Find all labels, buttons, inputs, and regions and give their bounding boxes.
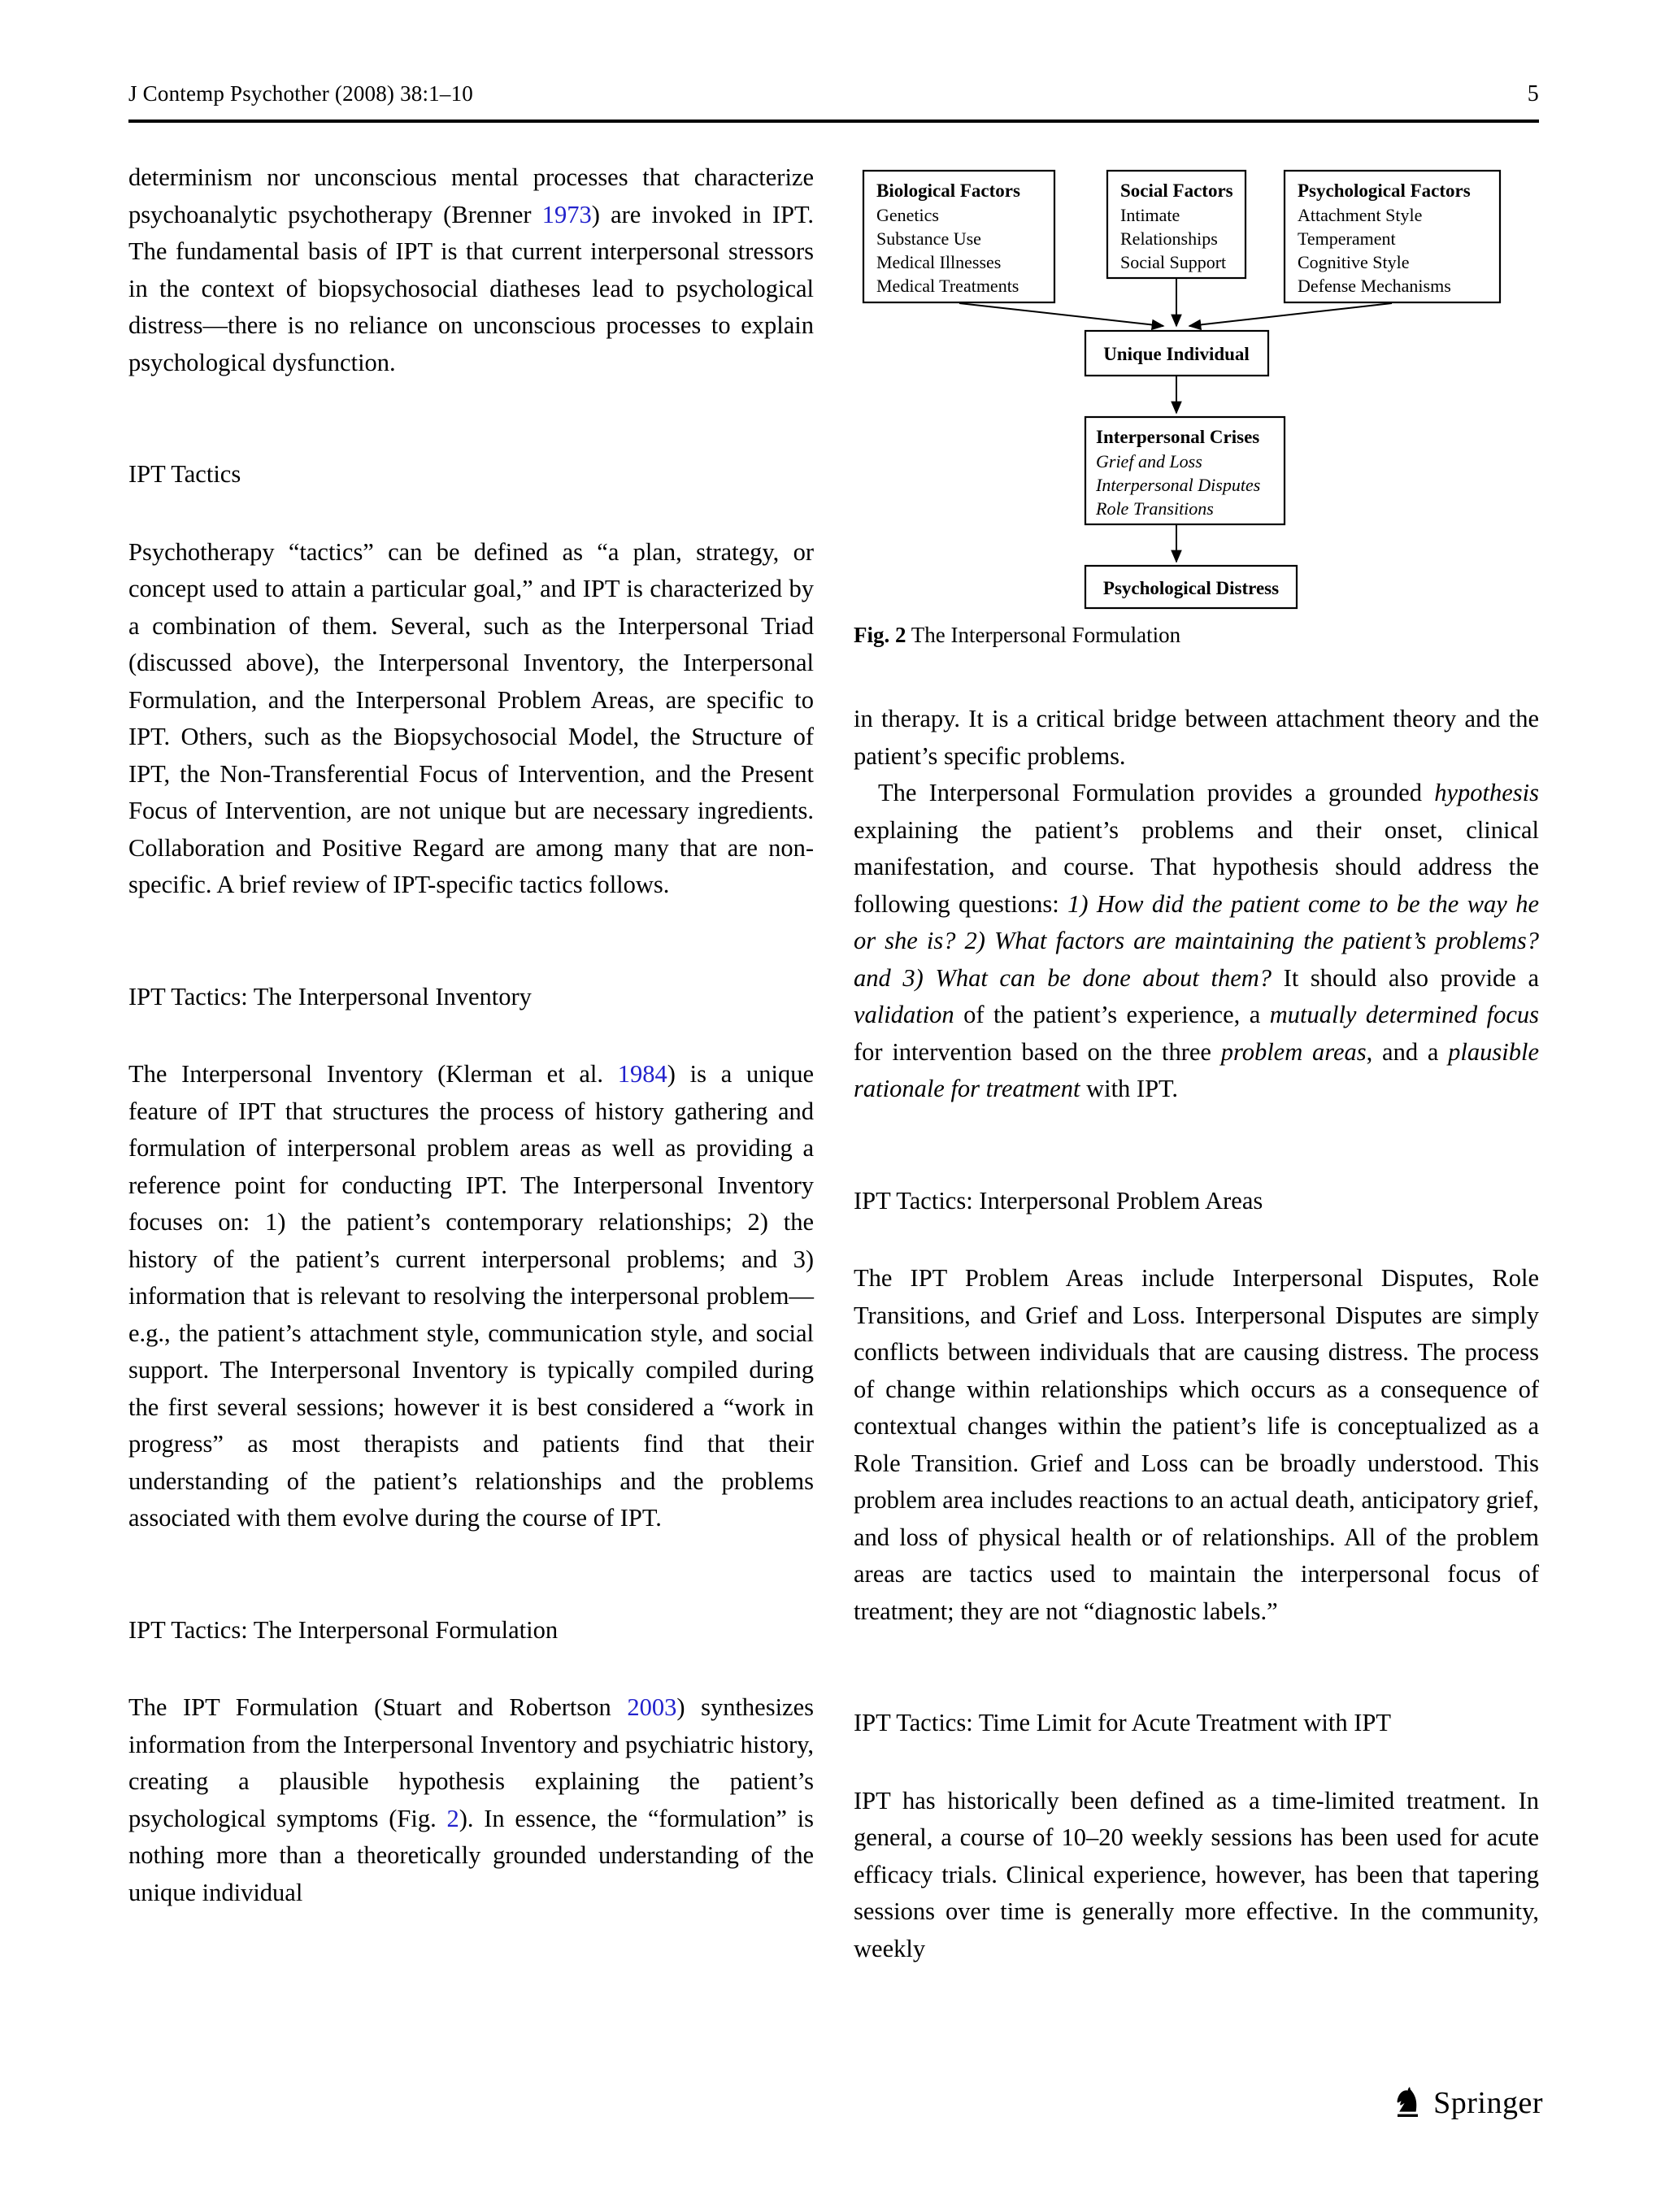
- heading-interpersonal-inventory: IPT Tactics: The Interpersonal Inventory: [128, 982, 532, 1010]
- box-unique-individual-title: Unique Individual: [1103, 344, 1250, 364]
- two-column-body: [128, 159, 1539, 1967]
- box-interpersonal-crises-item-2: Role Transitions: [1096, 498, 1214, 519]
- spacer: [854, 1742, 1539, 1783]
- box-psychological-distress-title: Psychological Distress: [1102, 578, 1280, 598]
- spacer: [854, 1219, 1539, 1260]
- arrow-biological-to-individual: [959, 303, 1163, 326]
- text-segment: of the patient’s experience, a: [954, 1001, 1270, 1028]
- spacer: [854, 1630, 1539, 1705]
- spacer: [128, 1015, 814, 1056]
- page-number: 5: [1527, 81, 1539, 106]
- emphasis-three-questions: 1) How did the patient come to be the way he or she is? 2) What factors are maintaining the patient’s problems? and 3) What can be done about them?: [854, 889, 1539, 992]
- box-psychological-factors-item-0: Attachment Style: [1298, 205, 1423, 225]
- springer-footer: [1393, 2085, 1543, 2121]
- figure-2-number: Fig. 2: [854, 623, 906, 647]
- header-rule: [128, 120, 1539, 123]
- paragraph-time-limit: IPT has historically been defined as a time-limited treatment. In general, a course of 10–20 weekly sessions has been used for acute efficacy trials. Clinical experience, however, has been that tapering sessions over time is generally more effective. In the community, weekly: [854, 1786, 1539, 1962]
- figure-2: [854, 159, 1539, 650]
- running-head: [128, 81, 1539, 107]
- arrow-psychological-to-individual: [1189, 303, 1392, 326]
- box-social-factors-item-1: Relationships: [1120, 228, 1218, 249]
- box-psychological-factors-title: Psychological Factors: [1298, 180, 1471, 201]
- text-segment: explaining the patient’s problems and their onset, clinical manifestation, and course. That hypothesis should address the following questions:: [854, 815, 1539, 918]
- text-segment: determinism nor unconscious mental processes that characterize psychoanalytic psychotherapy (Brenner: [128, 163, 814, 228]
- box-biological-factors-item-1: Substance Use: [876, 228, 981, 249]
- text-segment: The Interpersonal Inventory (Klerman et al.: [128, 1060, 618, 1088]
- text-segment: The Interpersonal Formulation provides a grounded: [878, 779, 1435, 806]
- citation-link-klerman-1984[interactable]: 1984: [617, 1060, 667, 1088]
- paragraph-formulation-hypothesis: [854, 775, 1539, 1108]
- citation-link-brenner-1973[interactable]: 1973: [541, 200, 592, 228]
- figure-link-fig2[interactable]: 2: [446, 1804, 459, 1832]
- text-segment: It should also provide a: [1272, 963, 1539, 992]
- figure-2-caption-text: The Interpersonal Formulation: [906, 623, 1181, 647]
- paragraph-interpersonal-inventory: [128, 1056, 814, 1537]
- interpersonal-formulation-flowchart: [854, 159, 1539, 615]
- right-column: [854, 159, 1539, 1967]
- emphasis-hypothesis: hypothesis: [1434, 779, 1539, 806]
- paragraph-tactics-definition: Psychotherapy “tactics” can be defined as “a plan, strategy, or concept used to attain a particular goal,” and IPT is characterized by a combination of them. Several, such as the Interpersonal Triad (discussed above), the Interpersonal Inventory, the Interpersonal Formulation, and the Interpersonal Problem Areas, are specific to IPT. Others, such as the Biopsychosocial Model, the Structure of IPT, the Non-Transferential Focus of Intervention, and the Present Focus of Intervention, are not unique but are necessary ingredients. Collaboration and Positive Regard are among many that are non-specific. A brief review of IPT-specific tactics follows.: [128, 537, 814, 898]
- text-segment: ) is a unique feature of IPT that structures the process of history gathering and formulation of interpersonal problem areas as well as providing a reference point for conducting IPT. The Interpersonal Inventory focuses on: 1) the patient’s contemporary relationships; 2) the history of the patient’s current interpersonal problems; and 3) information that is relevant to resolving the interpersonal problem—e.g., the patient’s attachment style, communication style, and social support. The Interpersonal Inventory is typically compiled during the first several sessions; however it is best considered a “work in progress” as most therapists and patients find that their understanding of the patient’s relationships and the problems associated with them evolve during the course of IPT.: [128, 1060, 814, 1532]
- box-interpersonal-crises-item-0: Grief and Loss: [1096, 451, 1202, 472]
- spacer: [854, 1108, 1539, 1183]
- paragraph-ipt-formulation: [128, 1689, 814, 1911]
- text-segment: The IPT Formulation (Stuart and Robertson: [128, 1693, 628, 1721]
- text-segment: for intervention based on the three: [854, 1037, 1221, 1066]
- box-psychological-factors-item-1: Temperament: [1298, 228, 1396, 249]
- spacer: [128, 904, 814, 979]
- text-segment: ) synthesizes information from the Interpersonal Inventory and psychiatric history, creating a plausible hypothesis explaining the patient’s psychological symptoms (Fig.: [128, 1693, 814, 1832]
- text-segment: , and a: [1366, 1037, 1449, 1066]
- heading-interpersonal-formulation: IPT Tactics: The Interpersonal Formulation: [128, 1615, 559, 1644]
- spacer: [128, 381, 814, 456]
- heading-ipt-tactics: IPT Tactics: [128, 460, 241, 488]
- spacer: [854, 650, 1539, 701]
- emphasis-mutually-determined-focus: mutually determined focus: [1269, 1001, 1539, 1028]
- springer-wordmark: Springer: [1433, 2086, 1543, 2120]
- figure-2-diagram: [854, 159, 1539, 615]
- paragraph-problem-areas: The IPT Problem Areas include Interpersonal Disputes, Role Transitions, and Grief and Loss. Interpersonal Disputes are simply conflicts between individuals that are causing distress. The process of change within relationships which occurs as a consequence of contextual changes within the patient’s life is conceptualized as a Role Transition. Grief and Loss can be broadly understood. This problem area includes reactions to an actual death, anticipatory grief, and loss of physical health or of relationships. All of the problem areas are tactics used to maintain the interpersonal focus of treatment; they are not “diagnostic labels.”: [854, 1264, 1539, 1625]
- citation-link-stuart-robertson-2003[interactable]: 2003: [627, 1693, 677, 1721]
- left-column: [128, 159, 814, 1967]
- heading-interpersonal-problem-areas: IPT Tactics: Interpersonal Problem Areas: [854, 1186, 1263, 1215]
- box-social-factors-item-2: Social Support: [1120, 252, 1227, 272]
- box-psychological-factors-item-2: Cognitive Style: [1298, 252, 1410, 272]
- box-interpersonal-crises-item-1: Interpersonal Disputes: [1096, 475, 1261, 495]
- spacer: [128, 493, 814, 534]
- heading-time-limit: IPT Tactics: Time Limit for Acute Treatment with IPT: [854, 1709, 1391, 1736]
- emphasis-problem-areas: problem areas: [1220, 1037, 1367, 1066]
- emphasis-plausible-rationale: plausible rationale for treatment: [854, 1037, 1540, 1102]
- box-interpersonal-crises-title: Interpersonal Crises: [1096, 427, 1260, 447]
- box-social-factors-item-0: Intimate: [1120, 205, 1180, 225]
- box-biological-factors-title: Biological Factors: [876, 180, 1020, 201]
- emphasis-validation: validation: [854, 1001, 954, 1028]
- box-psychological-factors-item-3: Defense Mechanisms: [1298, 276, 1451, 296]
- spacer: [128, 1537, 814, 1612]
- spacer: [128, 1649, 814, 1689]
- box-biological-factors-item-2: Medical Illnesses: [876, 252, 1002, 272]
- figure-2-caption: [854, 619, 1539, 650]
- box-biological-factors-item-0: Genetics: [876, 205, 939, 225]
- text-segment: with IPT.: [1080, 1075, 1179, 1102]
- paragraph-therapy-bridge: in therapy. It is a critical bridge between attachment theory and the patient’s specific problems.: [854, 705, 1539, 770]
- journal-reference: J Contemp Psychother (2008) 38:1–10: [128, 81, 473, 106]
- text-segment: ) are invoked in IPT. The fundamental basis of IPT is that current interpersonal stressors in the context of biopsychosocial diatheses lead to psychological distress—there is no reliance on unconscious processes to explain psychological dysfunction.: [128, 200, 814, 376]
- text-segment: ). In essence, the “formulation” is nothing more than a theoretically grounded understanding of the unique individual: [128, 1804, 814, 1906]
- springer-knight-logo-icon: [1393, 2085, 1424, 2121]
- paragraph-determinism: [128, 159, 814, 381]
- box-social-factors-title: Social Factors: [1120, 180, 1233, 201]
- box-biological-factors-item-3: Medical Treatments: [876, 276, 1019, 296]
